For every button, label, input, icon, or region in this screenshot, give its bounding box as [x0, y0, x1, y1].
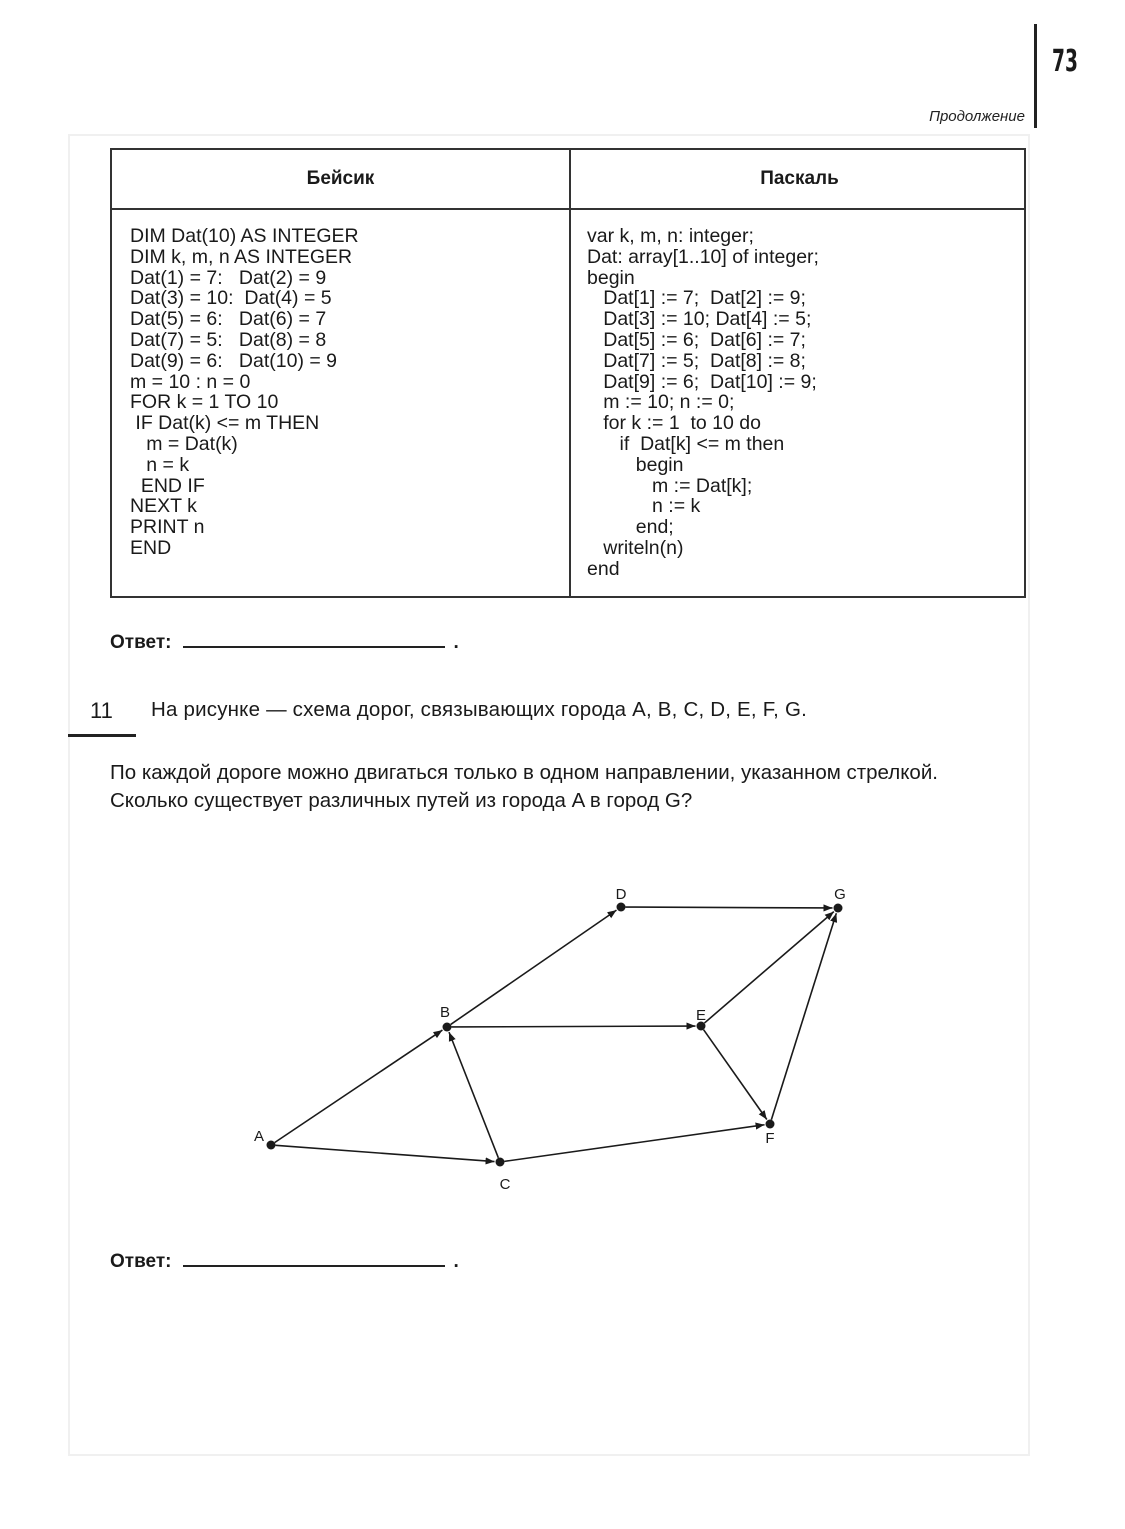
- pascal-code: var k, m, n: integer; Dat: array[1..10] of integer; begin Dat[1] := 7; Dat[2] := 9; Dat[3] := 10; Dat[4] := 5; Dat[5] := 6; Dat[6] := 7; Dat[7] := 5; Dat[8] := 8; Dat[9] := 6; Dat[10] := 9; m := 10; n := 0; for k := 1 to 10 do if Dat[k] <= m then begin m := Dat[k]; n := k end; writeln(n) end: [587, 225, 819, 580]
- basic-code: DIM Dat(10) AS INTEGER DIM k, m, n AS INTEGER Dat(1) = 7: Dat(2) = 9 Dat(3) = 10: Dat(4) = 5 Dat(5) = 6: Dat(6) = 7 Dat(7) = 5: Dat(8) = 8 Dat(9) = 6: Dat(10) = 9 m = 10 : n = 0 FOR k = 1 TO 10 IF Dat(k) <= m THEN m = Dat(k) n = k END IF NEXT k PRINT n END: [130, 225, 359, 559]
- edge-f-g: [771, 913, 836, 1119]
- edge-d-g: [625, 907, 832, 908]
- node-label-f: F: [765, 1130, 775, 1147]
- node-label-g: G: [834, 886, 846, 903]
- basic-column-header: Бейсик: [306, 168, 375, 189]
- node-label-e: E: [695, 1007, 707, 1024]
- answer-block-11: [110, 1251, 459, 1273]
- task-number: 11: [90, 698, 113, 723]
- edge-a-c: [275, 1145, 494, 1161]
- task-title: На рисунке — схема дорог, связывающих города A, B, C, D, E, F, G.: [151, 698, 808, 721]
- node-label-d: D: [615, 886, 627, 903]
- task-paragraph-1: По каждой дороге можно двигаться только в одном направлении, указанном стрелкой.: [110, 761, 938, 784]
- edge-e-f: [704, 1030, 767, 1120]
- edge-b-e: [451, 1026, 695, 1027]
- page-number: 73: [1052, 44, 1078, 79]
- task-paragraph-2: Сколько существует различных путей из города A в город G?: [110, 788, 693, 812]
- node-f: [766, 1120, 775, 1129]
- answer-dot: .: [453, 1251, 459, 1272]
- edge-e-g: [704, 912, 833, 1023]
- pascal-column-header: Паскаль: [760, 168, 839, 189]
- answer-label: Ответ:: [110, 1251, 172, 1272]
- continuation-label: Продолжение: [929, 108, 1025, 125]
- node-b: [443, 1023, 452, 1032]
- node-label-a: A: [253, 1128, 265, 1145]
- node-c: [496, 1158, 505, 1167]
- node-a: [267, 1141, 276, 1150]
- edge-c-f: [504, 1125, 764, 1162]
- edge-c-b: [449, 1032, 498, 1158]
- edge-a-b: [275, 1030, 443, 1142]
- answer-label: Ответ:: [110, 632, 172, 653]
- node-d: [617, 903, 626, 912]
- edge-b-d: [451, 910, 617, 1024]
- node-label-b: B: [439, 1004, 451, 1021]
- answer-dot: .: [453, 632, 459, 653]
- node-label-c: C: [499, 1176, 511, 1193]
- node-g: [834, 904, 843, 913]
- answer-input-line[interactable]: [183, 1265, 445, 1267]
